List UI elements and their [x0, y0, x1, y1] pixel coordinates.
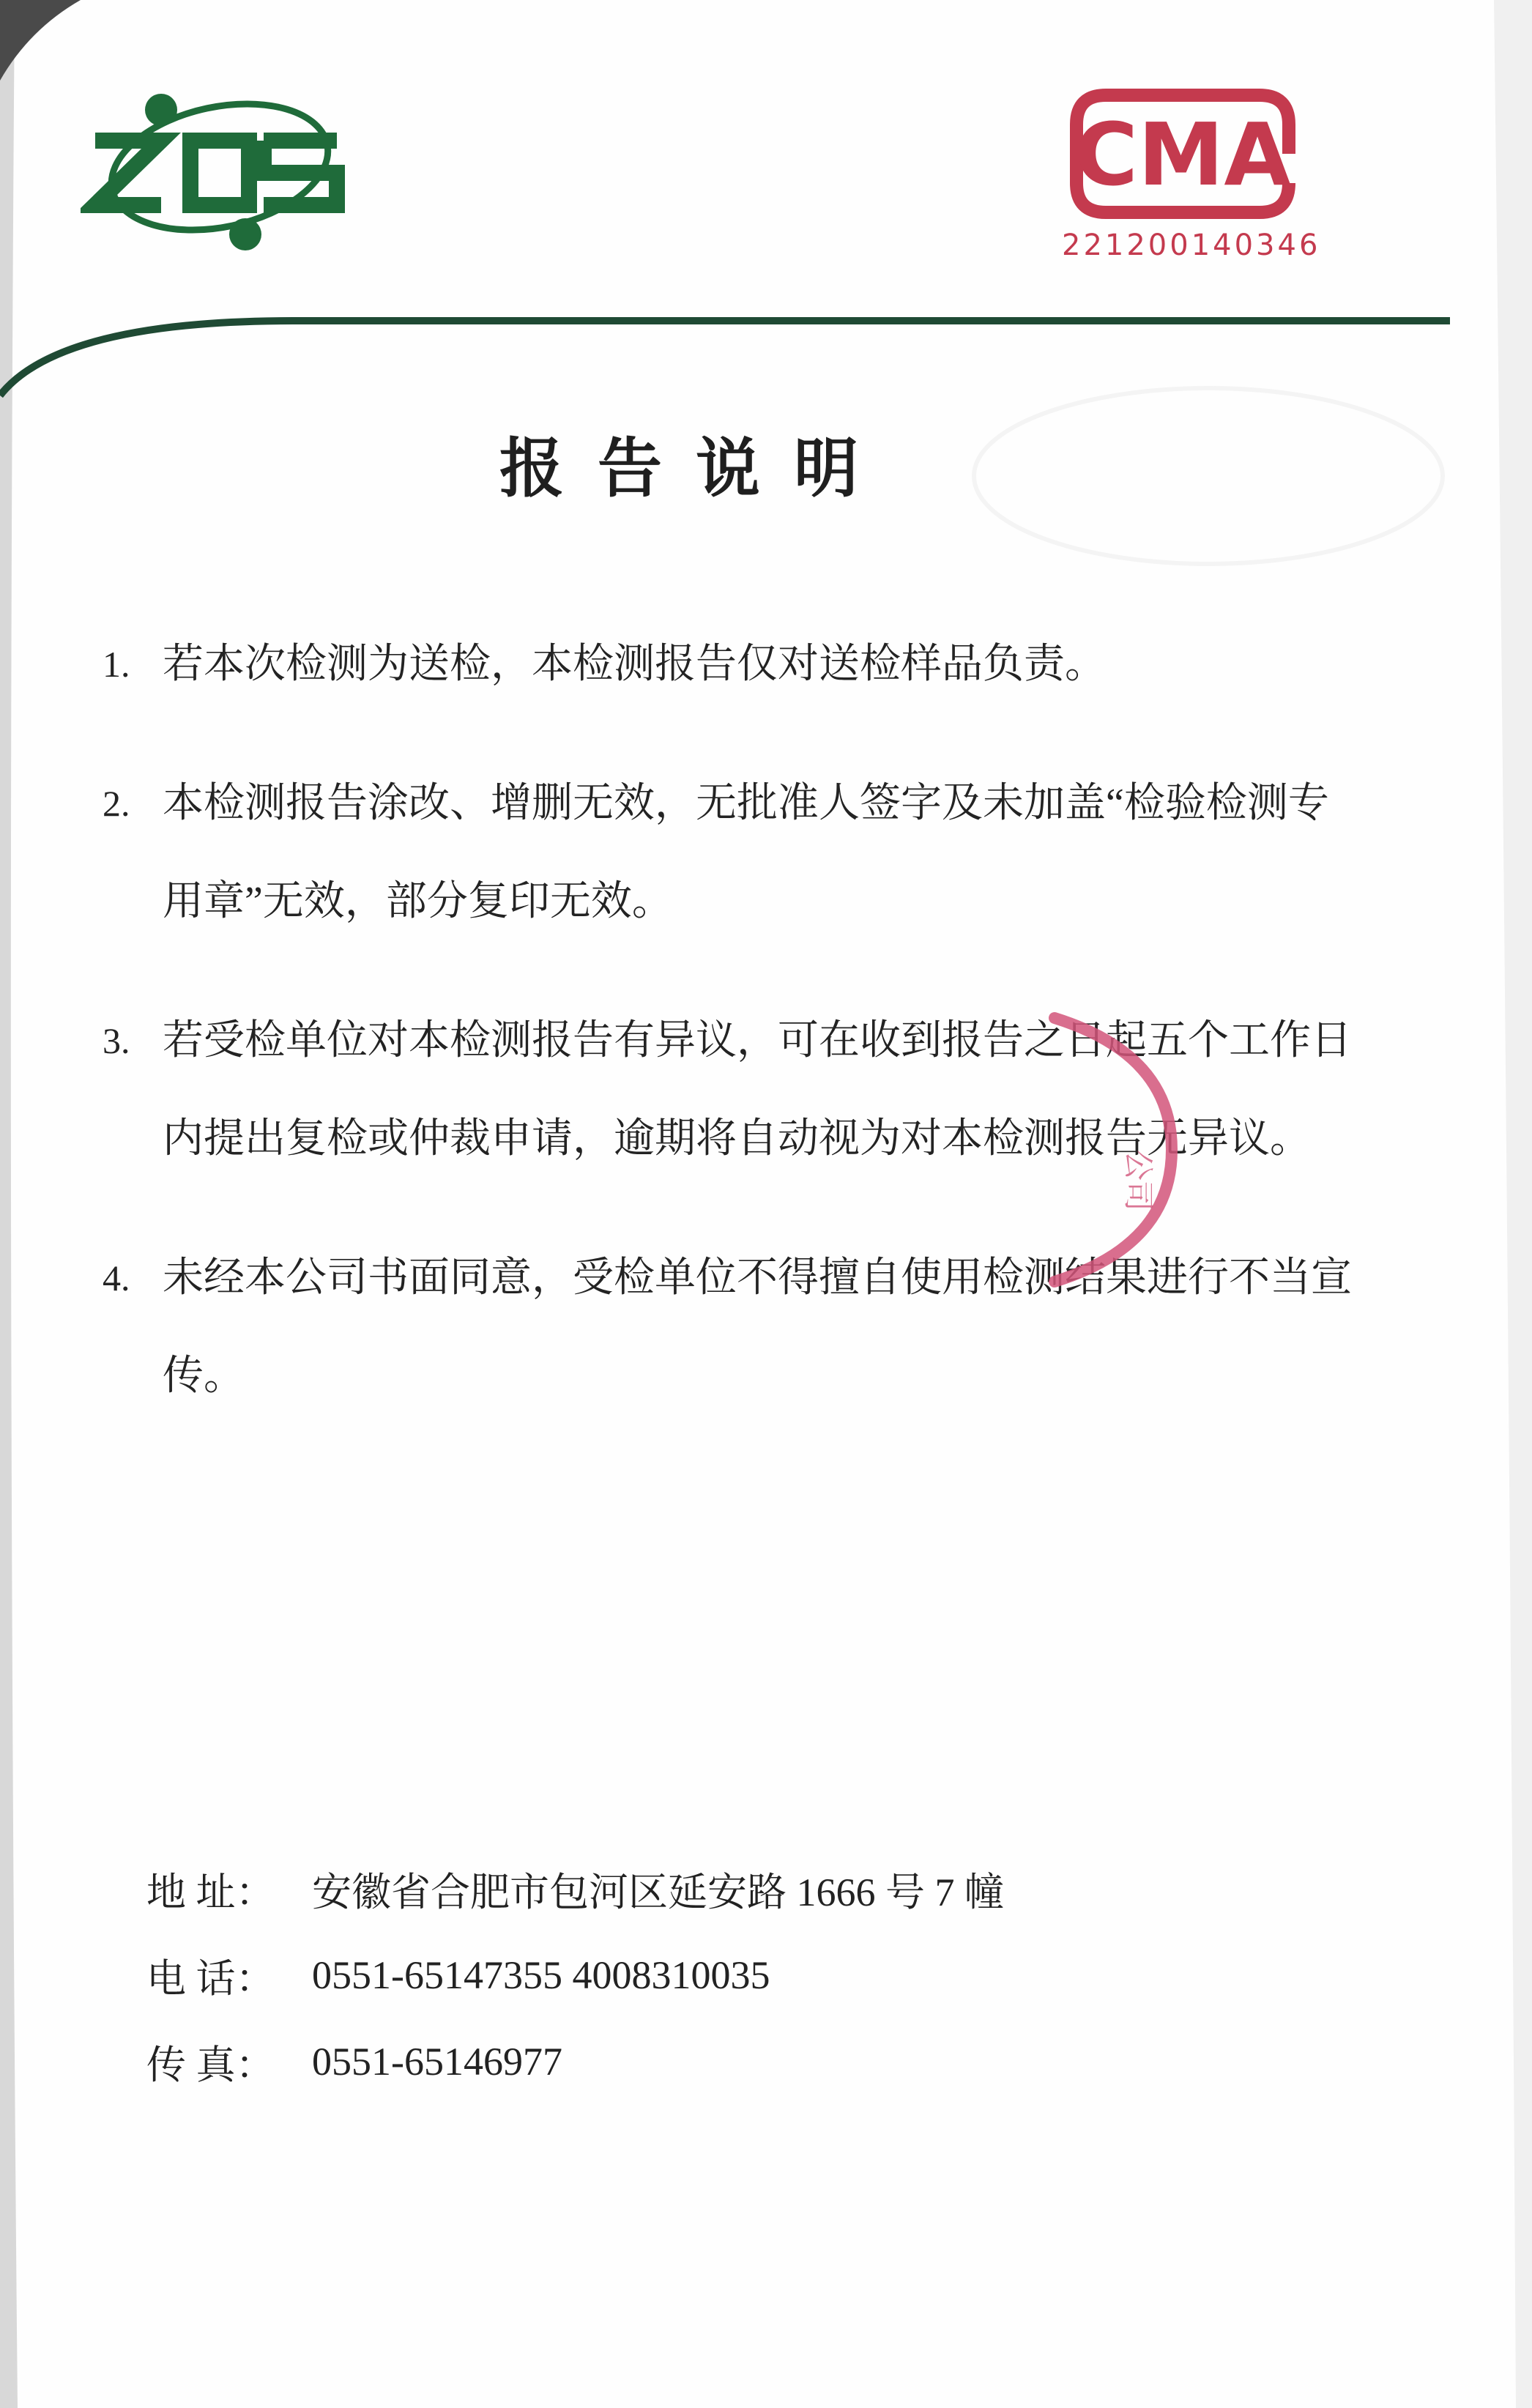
item-text: 若受检单位对本检测报告有异议，可在收到报告之日起五个工作日内提出复检或仲裁申请，逾期将自动视为对本检测报告无异议。: [163, 1018, 1352, 1162]
zqs-logo-icon: [81, 81, 352, 264]
fax-label: 传 真：: [146, 2043, 275, 2087]
address-row: [146, 1846, 1004, 1932]
item-text: 若本次检测为送检，本检测报告仅对送检样品负责。: [163, 642, 1106, 687]
list-item: [103, 615, 1362, 713]
item-number: 3.: [103, 1020, 130, 1061]
svg-text:公司: 公司: [1120, 1150, 1156, 1212]
list-item: [103, 754, 1362, 951]
red-seal-stamp-icon: [1040, 1011, 1230, 1289]
cma-mark-text: CMA: [1074, 104, 1291, 205]
item-number: 4.: [103, 1257, 130, 1298]
fax-value: 0551-65146977: [312, 2040, 562, 2084]
item-number: 2.: [103, 783, 130, 824]
item-text: 本检测报告涂改、增删无效，无批准人签字及未加盖“检验检测专用章”无效，部分复印无效。: [163, 781, 1329, 924]
item-number: 1.: [103, 644, 130, 685]
phone-label: 电 话：: [146, 1956, 275, 2001]
address-value: 安徽省合肥市包河区延安路 1666 号 7 幢: [312, 1870, 1004, 1914]
fax-row: [146, 2018, 1004, 2105]
phone-value: 0551-65147355 4008310035: [312, 1953, 770, 1997]
item-text: 未经本公司书面同意，受检单位不得擅自使用检测结果进行不当宣传。: [163, 1255, 1352, 1399]
cma-mark-icon: [1062, 81, 1304, 227]
page-title: 报告说明: [499, 430, 892, 506]
header-divider-curve: [0, 308, 1465, 410]
contact-block: [146, 1846, 1004, 2105]
cma-certificate-number: 221200140346: [1062, 228, 1321, 262]
phone-row: [146, 1932, 1004, 2018]
address-label: 地 址：: [146, 1870, 275, 1914]
